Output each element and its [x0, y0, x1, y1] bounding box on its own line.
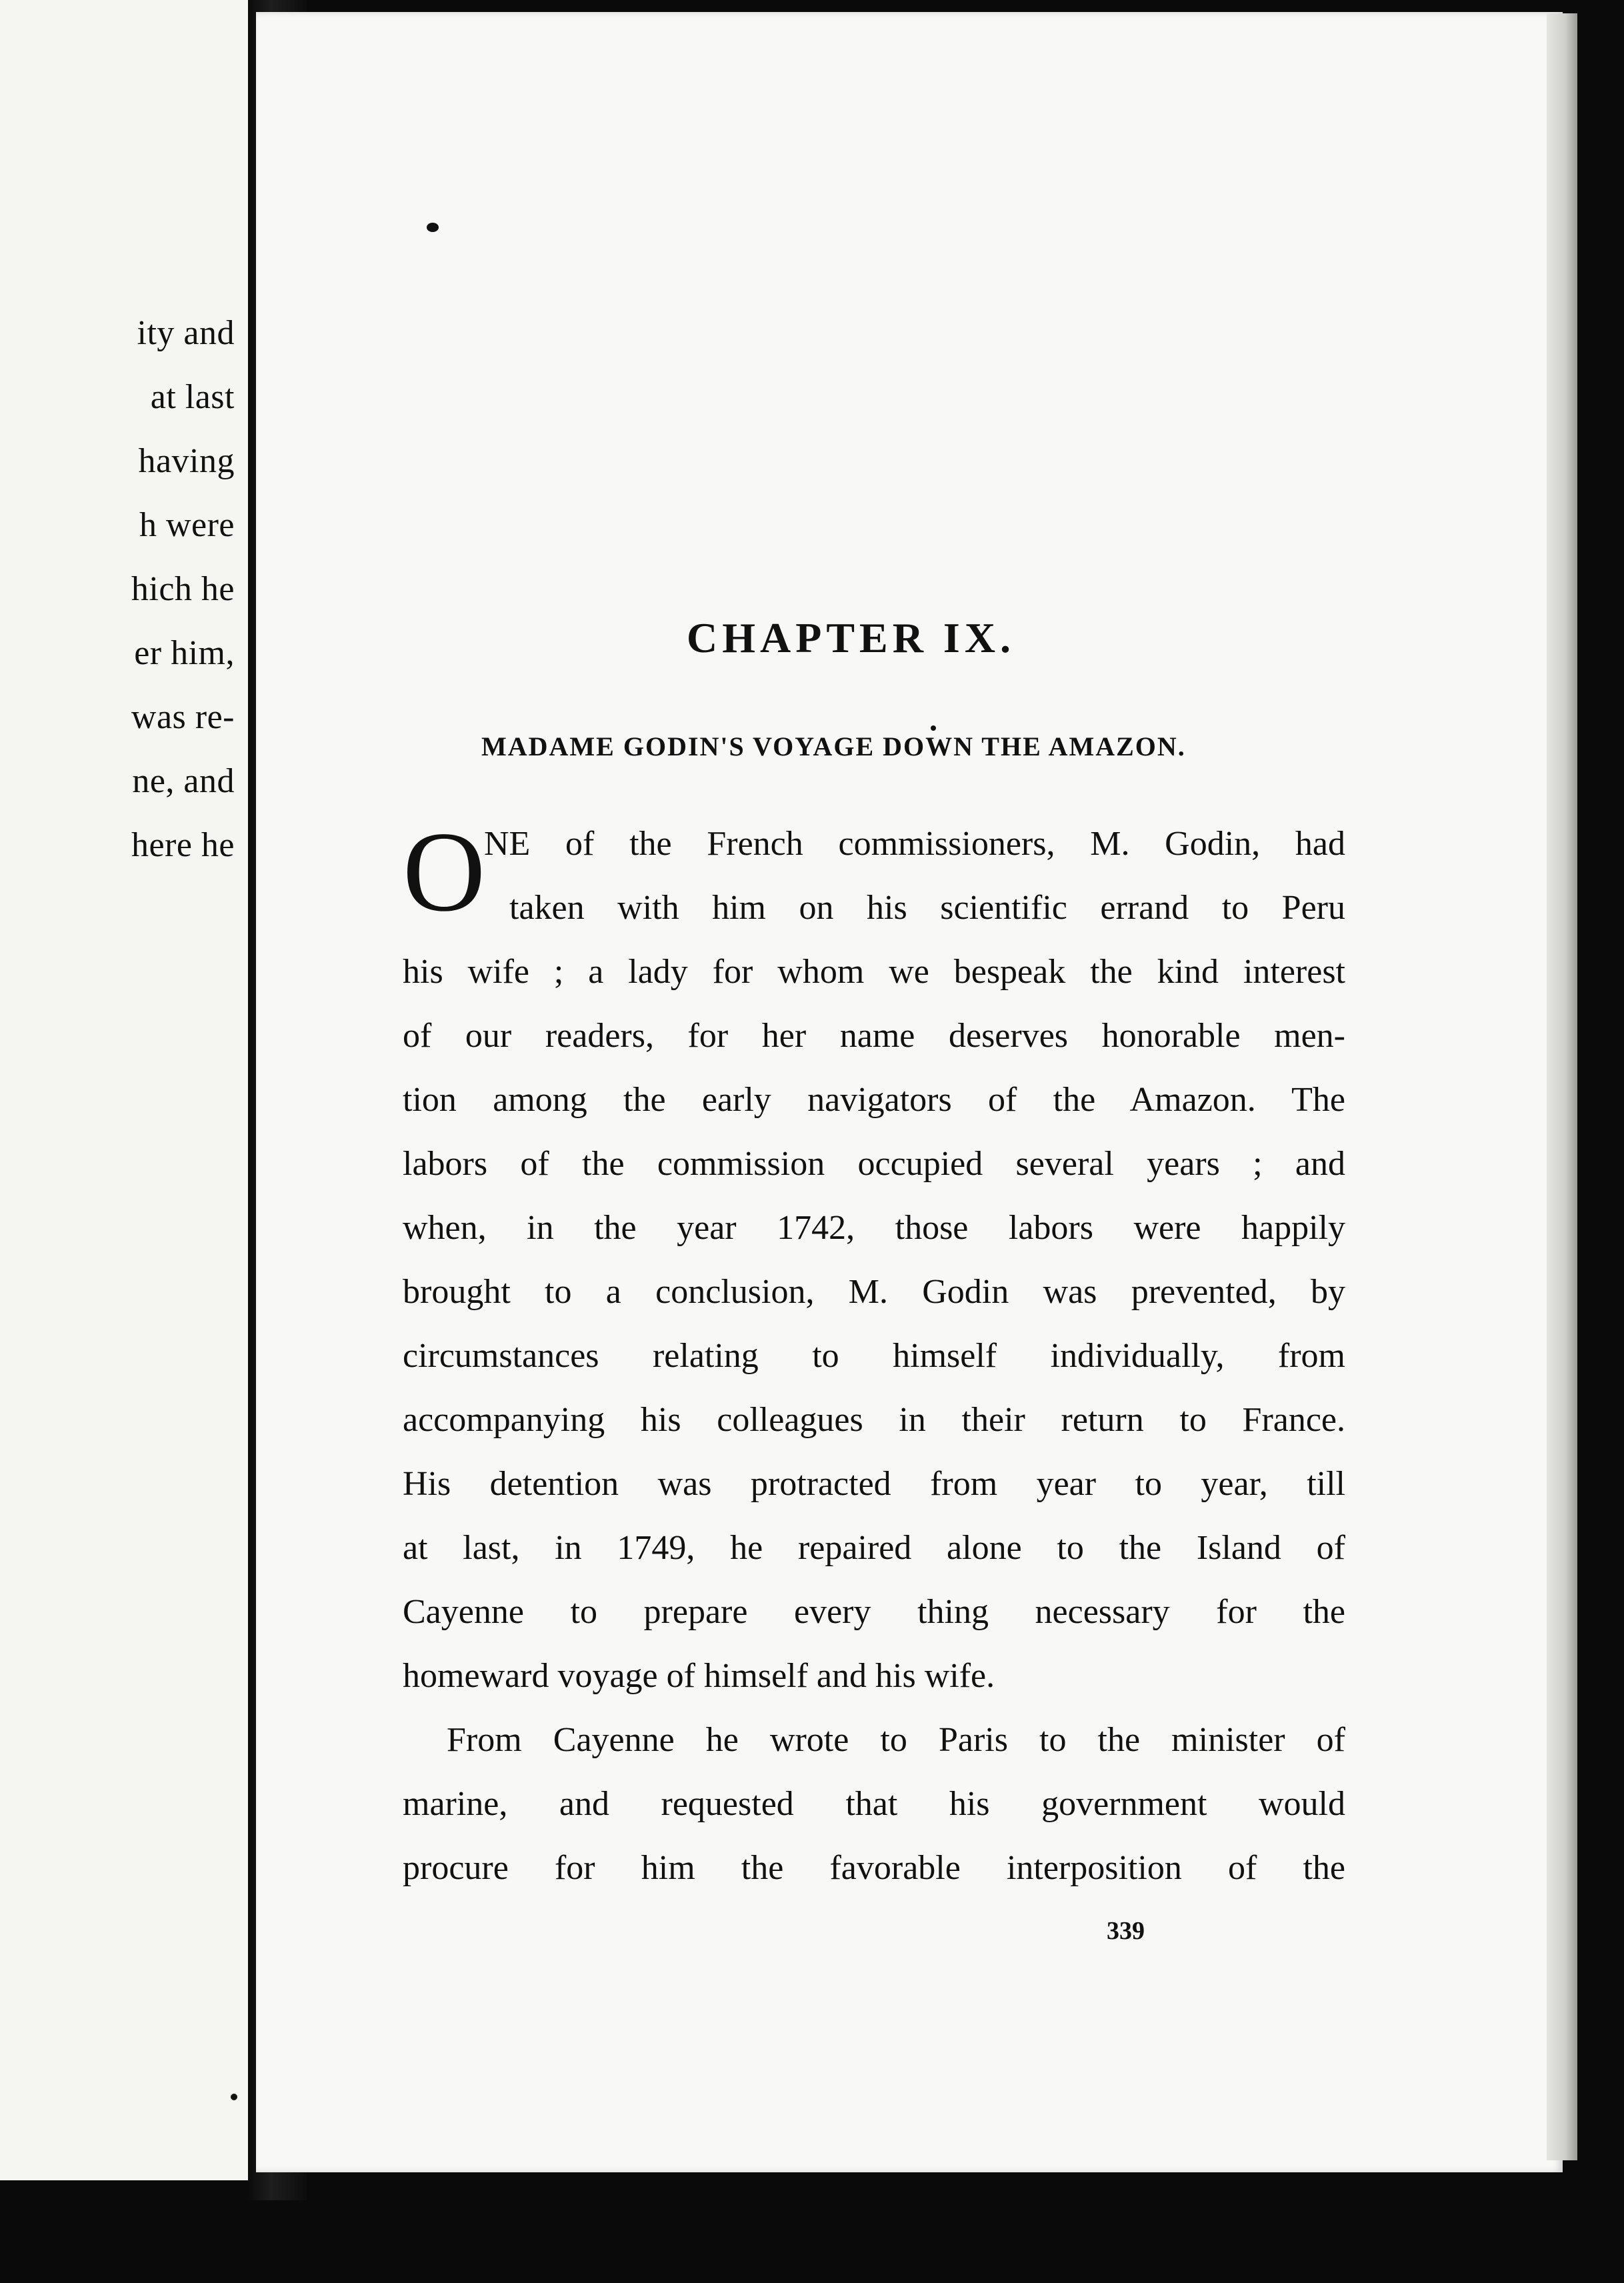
facing-line: having [138, 442, 235, 480]
text-line: at last, in 1749, he repaired alone to the Island of [403, 1529, 1345, 1567]
text-line: procure for him the favorable interposition of the [403, 1849, 1345, 1887]
text-line: his wife ; a lady for whom we bespeak the kind interest [403, 953, 1345, 991]
facing-line: ity and [137, 314, 235, 352]
ink-speck [931, 725, 936, 731]
text-line: His detention was protracted from year to year, till [403, 1465, 1345, 1503]
facing-line: er him, [134, 634, 235, 672]
ink-speck [231, 2094, 237, 2100]
facing-line: here he [131, 826, 235, 864]
text-line: taken with him on his scientific errand to Peru [509, 889, 1345, 927]
chapter-body [403, 809, 1345, 1900]
facing-line: ne, and [132, 762, 235, 800]
text-line: of our readers, for her name deserves honorable men- [403, 1017, 1345, 1055]
facing-line: h were [139, 506, 235, 544]
facing-page [0, 0, 252, 2180]
text-line: From Cayenne he wrote to Paris to the minister of [447, 1721, 1345, 1759]
text-line: brought to a conclusion, M. Godin was prevented, by [403, 1273, 1345, 1311]
chapter-subtitle: MADAME GODIN'S VOYAGE DOWN THE AMAZON. [481, 731, 1186, 761]
page-edge [1547, 13, 1577, 2160]
ink-speck [427, 223, 439, 232]
text-line: tion among the early navigators of the Amazon. The [403, 1081, 1345, 1119]
drop-cap: O [403, 809, 486, 935]
paragraph [403, 809, 1345, 1708]
text-line: marine, and requested that his government would [403, 1785, 1345, 1823]
scan-border [1577, 0, 1624, 2283]
text-line: Cayenne to prepare every thing necessary for the [403, 1593, 1345, 1631]
facing-line: hich he [131, 570, 235, 608]
text-line: circumstances relating to himself individually, from [403, 1337, 1345, 1375]
chapter-title: CHAPTER IX. [687, 614, 1016, 661]
facing-line: was re- [131, 698, 235, 736]
page-number: 339 [1107, 1917, 1145, 1945]
text-line: homeward voyage of himself and his wife. [403, 1657, 995, 1695]
text-line: accompanying his colleagues in their return to France. [403, 1401, 1345, 1439]
text-line: labors of the commission occupied several years ; and [403, 1145, 1345, 1183]
text-line: when, in the year 1742, those labors were happily [403, 1209, 1345, 1247]
text-line-content: NE of the French commissioners, M. Godin, had [484, 825, 1345, 863]
paragraph [403, 1708, 1345, 1900]
facing-line: at last [150, 378, 235, 416]
